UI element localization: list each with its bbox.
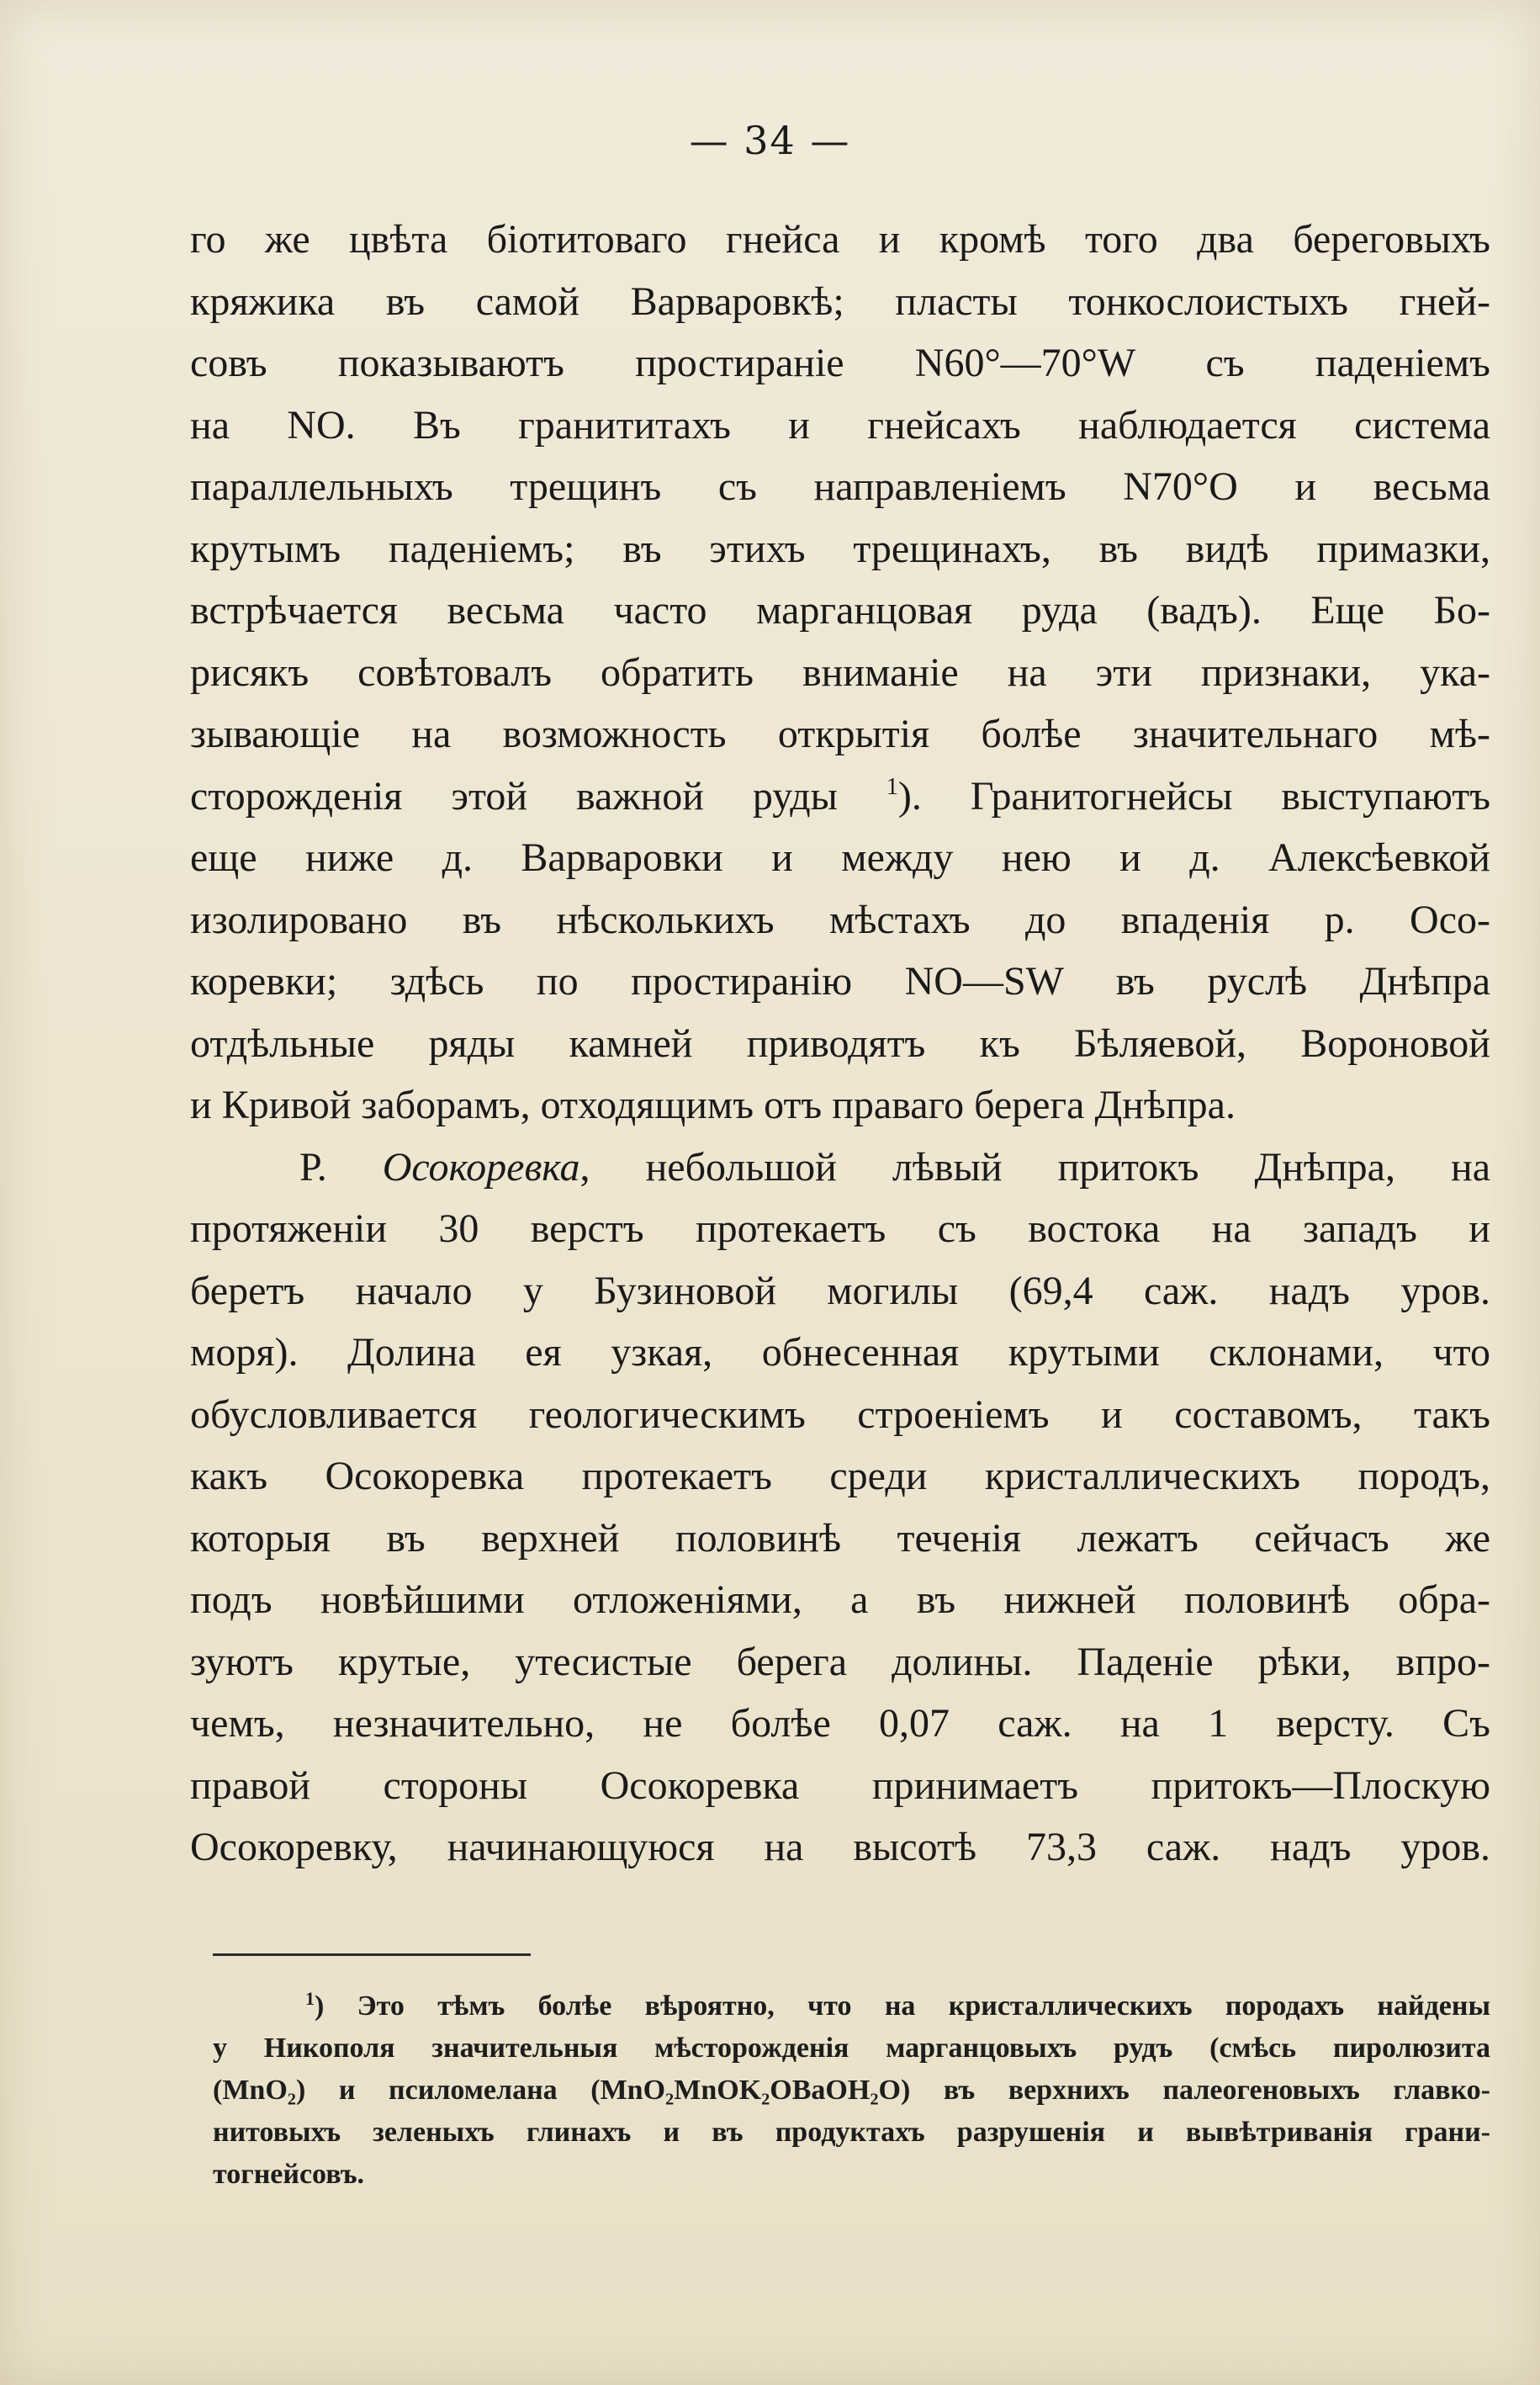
- text-line: изолировано въ нѣсколькихъ мѣстахъ до впаденія р. Осо-: [190, 897, 1490, 942]
- text-line: зывающіе на возможность открытія болѣе значительнаго мѣ-: [190, 712, 1490, 756]
- river-name-italic: Осокоревка: [382, 1144, 580, 1190]
- paragraph-2: [190, 1137, 1490, 1879]
- text-line: отдѣльные ряды камней приводятъ къ Бѣляевой, Вороновой: [190, 1020, 1490, 1066]
- text-line: на NO. Въ гранититахъ и гнейсахъ наблюдается система: [190, 402, 1490, 448]
- text-segment: сторожденія этой важной руды: [190, 773, 838, 819]
- text-segment: , небольшой лѣвый притокъ Днѣпра, на: [579, 1144, 1490, 1190]
- text-line: рисякъ совѣтовалъ обратить вниманіе на эти признаки, ука-: [190, 649, 1490, 695]
- text-line: кряжика въ самой Варваровкѣ; пласты тонкослоистыхъ гней-: [190, 278, 1490, 324]
- text-line: параллельныхъ трещинъ съ направленіемъ N70°O и весьма: [190, 464, 1490, 509]
- text-line: подъ новѣйшими отложеніями, а въ нижней половинѣ обра-: [190, 1577, 1490, 1622]
- text-line: обусловливается геологическимъ строеніемъ и составомъ, такъ: [190, 1391, 1490, 1437]
- footnote-line: (MnO₂) и псиломелана (MnO₂MnOK₂OBaOH₂O) въ верхнихъ палеогеновыхъ главко-: [213, 2075, 1490, 2106]
- text-line: крутымъ паденіемъ; въ этихъ трещинахъ, въ видѣ примазки,: [190, 526, 1490, 571]
- text-line: правой стороны Осокоревка принимаетъ притокъ—Плоскую: [190, 1762, 1490, 1808]
- text-segment: Р.: [299, 1144, 383, 1190]
- text-line: совъ показываютъ простираніе N60°—70°W съ паденіемъ: [190, 341, 1490, 385]
- footnote-reference[interactable]: 1: [886, 773, 898, 800]
- text-line: и Кривой заборамъ, отходящимъ отъ праваго берега Днѣпра.: [190, 1083, 1236, 1127]
- footnote-first-line: [213, 1985, 1490, 2027]
- text-line: беретъ начало у Бузиновой могилы (69,4 саж. надъ уров.: [190, 1268, 1490, 1313]
- text-line: коревки; здѣсь по простиранію NO—SW въ руслѣ Днѣпра: [190, 959, 1490, 1004]
- paragraph-1: [190, 209, 1490, 1137]
- footnote: [213, 1985, 1490, 2196]
- text-line: еще ниже д. Варваровки и между нею и д. Алексѣевкой: [190, 835, 1490, 880]
- text-line: встрѣчается весьма часто марганцовая руда (вадъ). Еще Бо-: [190, 588, 1490, 633]
- text-line: зуютъ крутые, утесистые берега долины. Паденіе рѣки, впро-: [190, 1639, 1490, 1684]
- text-segment: ) Это тѣмъ болѣе вѣроятно, что на кристаллическихъ породахъ найдены: [315, 1990, 1490, 2022]
- text-line: которыя въ верхней половинѣ теченія лежатъ сейчасъ же: [190, 1515, 1490, 1561]
- text-line: го же цвѣта біотитоваго гнейса и кромѣ того два береговыхъ: [190, 217, 1490, 262]
- text-line: какъ Осокоревка протекаетъ среди кристаллическихъ породъ,: [190, 1454, 1490, 1498]
- text-line: моря). Долина ея узкая, обнесенная крутыми склонами, что: [190, 1330, 1490, 1375]
- footnote-line: тогнейсовъ.: [213, 2159, 365, 2190]
- footnote-line: у Никополя значительныя мѣсторожденія марганцовыхъ рудъ (смѣсь пиролюзита: [213, 2033, 1490, 2064]
- footnote-marker: 1: [305, 1988, 315, 2009]
- paragraph-first-line: [190, 1137, 1490, 1199]
- footnote-separator: [213, 1953, 531, 1956]
- main-text: [190, 209, 1490, 1879]
- text-line: протяженіи 30 верстъ протекаетъ съ востока на западъ и: [190, 1206, 1490, 1251]
- page-number: — 34 —: [689, 118, 851, 163]
- text-segment: ). Гранитогнейсы выступаютъ: [897, 773, 1491, 819]
- footnote-line: нитовыхъ зеленыхъ глинахъ и въ продуктахъ разрушенія и вывѣтриванія грани-: [213, 2117, 1490, 2148]
- text-line: чемъ, незначительно, не болѣе 0,07 саж. на 1 версту. Съ: [190, 1701, 1490, 1746]
- text-line: Осокоревку, начинающуюся на высотѣ 73,3 саж. надъ уров.: [190, 1825, 1490, 1869]
- text-line-with-footnote-ref: [190, 766, 1490, 828]
